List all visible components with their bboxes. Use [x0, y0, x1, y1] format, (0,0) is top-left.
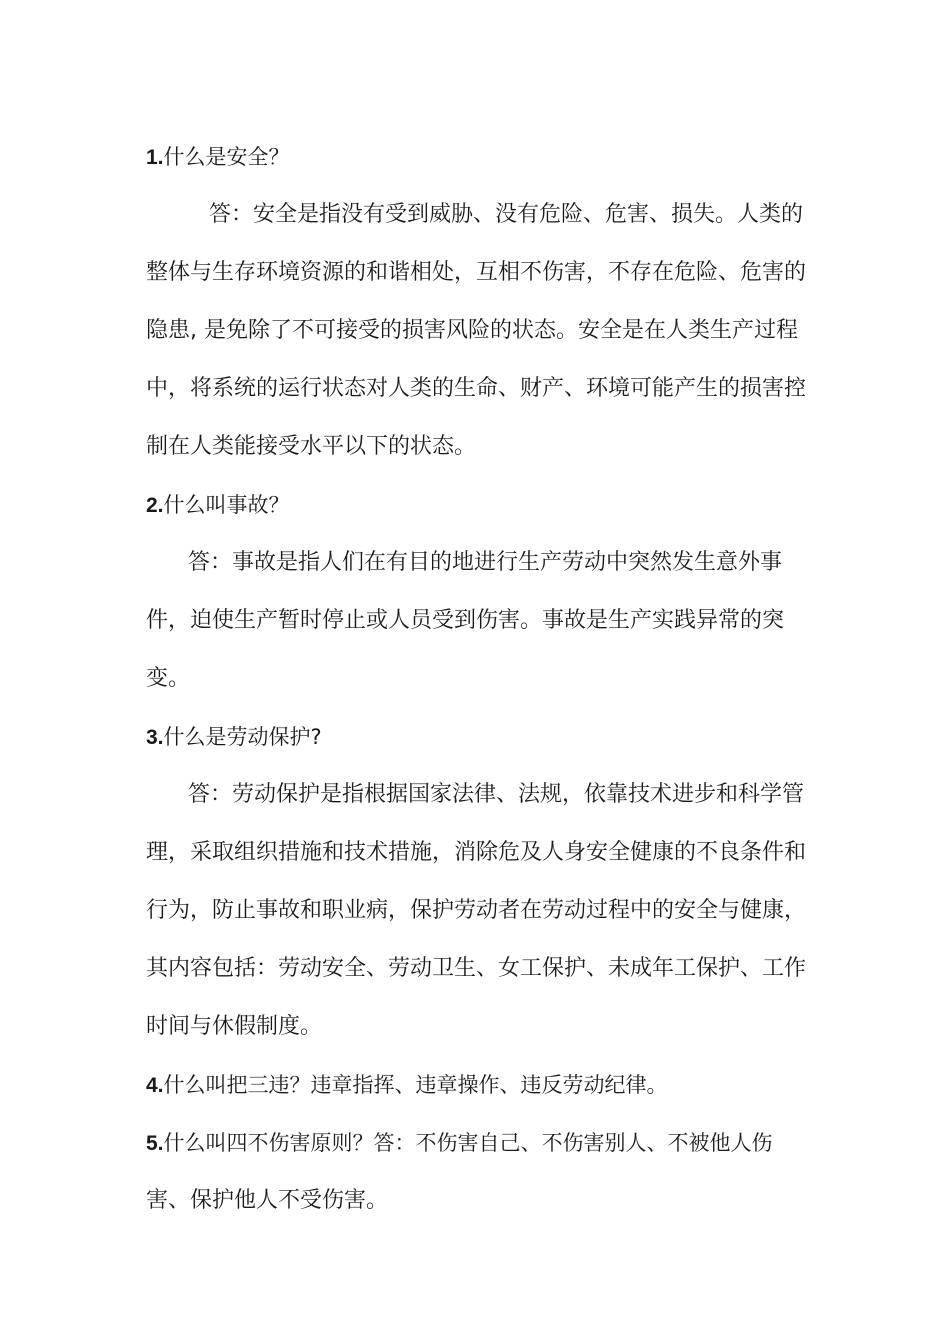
- question-4: [146, 1056, 796, 1114]
- question-text: 什么叫事故？: [163, 493, 290, 517]
- question-number: 5.: [146, 1132, 164, 1155]
- answer-text: 中，将系统的运行状态对人类的生命、财产、环境可能产生的损害控: [146, 376, 807, 401]
- answer-line: [146, 650, 796, 708]
- question-2: [146, 476, 796, 534]
- answer-line: [146, 882, 807, 940]
- answer-line: [146, 998, 796, 1056]
- answer-line: [146, 534, 796, 592]
- question-number: 4.: [146, 1074, 164, 1097]
- answer-text: 答：劳动保护是指根据国家法律、法规，依靠技术进步和科学管: [188, 782, 805, 807]
- answer-text: 答：事故是指人们在有目的地进行生产劳动中突然发生意外事: [188, 550, 783, 575]
- answer-text: 时间与休假制度。: [146, 1014, 323, 1039]
- question-text: 什么叫四不伤害原则？答：不伤害自己、不伤害别人、不被他人伤: [163, 1131, 773, 1155]
- answer-line: [146, 244, 807, 302]
- answer-line: [146, 1172, 796, 1230]
- answer-text: 答：安全是指没有受到威胁、没有危险、危害、损失。人类的: [209, 202, 804, 227]
- answer-line: [146, 360, 807, 418]
- question-1: [146, 128, 796, 186]
- answer-text: 其内容包括：劳动安全、劳动卫生、女工保护、未成年工保护、工作: [146, 956, 807, 981]
- answer-text: 变。: [146, 666, 191, 691]
- answer-line: [146, 824, 807, 882]
- answer-text: 整体与生存环境资源的和谐相处，互相不伤害，不存在危险、危害的: [146, 260, 807, 285]
- answer-line: [146, 592, 796, 650]
- question-3: [146, 708, 796, 766]
- question-number: 1.: [146, 146, 164, 169]
- question-number: 3.: [146, 726, 164, 749]
- answer-line: [146, 302, 796, 360]
- answer-line: [146, 940, 807, 998]
- answer-text: 行为，防止事故和职业病，保护劳动者在劳动过程中的安全与健康，: [146, 898, 807, 923]
- question-text: 什么叫把三违？违章指挥、违章操作、违反劳动纪律。: [163, 1073, 668, 1097]
- answer-text: 制在人类能接受水平以下的状态。: [146, 434, 477, 459]
- answer-text: 理，采取组织措施和技术措施，消除危及人身安全健康的不良条件和: [146, 840, 807, 865]
- document-page: [146, 128, 807, 1230]
- question-5: [146, 1114, 796, 1172]
- answer-line: [146, 766, 805, 824]
- answer-line: [146, 186, 804, 244]
- answer-text: 件，迫使生产暂时停止或人员受到伤害。事故是生产实践异常的突: [146, 608, 785, 633]
- answer-text: 害、保护他人不受伤害。: [146, 1188, 389, 1213]
- answer-text: 隐患, 是免除了不可接受的损害风险的状态。安全是在人类生产过程: [146, 318, 798, 343]
- answer-line: [146, 418, 796, 476]
- question-text: 什么是安全？: [163, 145, 290, 169]
- question-number: 2.: [146, 494, 164, 517]
- question-text: 什么是劳动保护?: [163, 725, 322, 749]
